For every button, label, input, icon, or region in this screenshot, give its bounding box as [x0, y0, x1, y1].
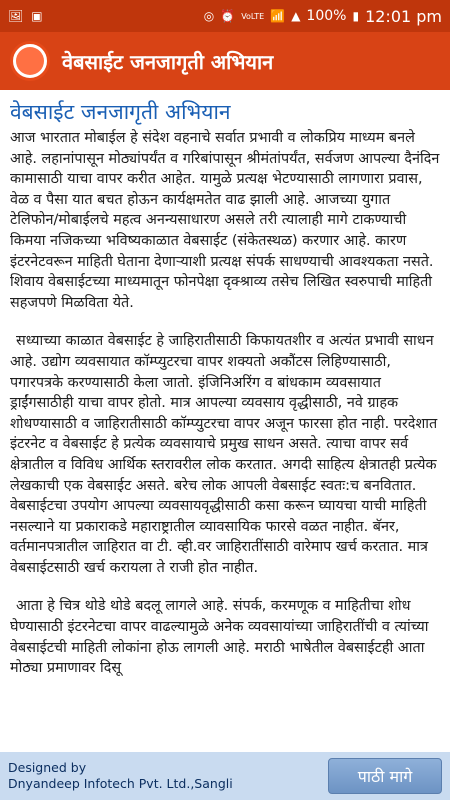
- volte-label: VoLTE: [241, 11, 265, 21]
- paragraph-2: सध्याच्या काळात वेबसाईट हे जाहिरातीसाठी किफायतशीर व अत्यंत प्रभावी साधन आहे. उद्योग व्यवसायात कॉम्प्युटरचा वापर शक्यतो अकौंटस लिहिण्यासाठी, पगारपत्रके करण्यासाठी केला जातो. इंजिनिअरिंग व बांधकाम व्यवसायात ड्राईंगसाठीही याचा वापर होतो. मात्र आपल्या व्यवसाय वृद्धीसाठी, नवे ग्राहक शोधण्यासाठी व जाहिरातीसाठी कॉम्प्युटरचा वापर अजून फारसा होत नाही. परदेशात इंटरनेट व वेबसाईट हे प्रत्येक व्यवसायाचे प्रमुख साधन असते. त्याचा वापर सर्व क्षेत्रातील व विविध आर्थिक स्तरावरील लोक करतात. अगदी साहित्य क्षेत्रातही प्रत्येक लेखकाची एक वेबसाईट असते. बरेच लोक आपली वेबसाईट स्वतः:च बनवितात. वेबसाईटचा उपयोग आपल्या व्यवसायवृद्धीसाठी कसा करून घ्यायचा याची माहिती नसल्याने या प्रकाराकडे महाराष्ट्रातील व्यावसायिक फारसे वळत नाहीत. बॅनर, वर्तमानपत्रातील जाहिरात वा टी. व्ही.वर जाहिरातींसाठी वारेमाप खर्च करतात. मात्र वेबसाईटसाठी खर्च करायला ते राजी होत नाहीत.: [10, 333, 438, 576]
- clock: 12:01 pm: [365, 6, 442, 26]
- image-icon: 🖼: [8, 9, 24, 23]
- 100-badge-icon: ▣: [31, 9, 43, 23]
- status-notifications: [8, 9, 43, 23]
- data-saver-icon: ◎: [203, 9, 215, 23]
- credit-line-1: Designed by: [8, 760, 87, 775]
- wifi-icon: 📶: [270, 9, 286, 23]
- status-system: [204, 7, 442, 26]
- article-content[interactable]: [0, 90, 450, 752]
- credit-line-2: Dnyandeep Infotech Pvt. Ltd.,Sangli: [8, 776, 233, 791]
- back-button[interactable]: पाठी मागे: [328, 758, 442, 794]
- paragraph-1: आज भारतात मोबाईल हे संदेश वहनाचे सर्वात प्रभावी व लोकप्रिय माध्यम बनले आहे. लहानांपासून मोठ्यांपर्यंत व गरिबांपासून श्रीमंतांपर्यंत, सर्वजण आपल्या दैनंदिन कामासाठी याचा वापर करीत आहेत. यामुळे प्रत्यक्ष भेटण्यासाठी लागणारा प्रवास, वेळ व पैसा यात बचत होऊन कार्यक्षमतेत वाढ झाली आहे. आजच्या युगात टेलिफोन/मोबाईलचे महत्व अनन्यसाधारण असले तरी त्यालाही मागे टाकण्याची किमया नजिकच्या भविष्यकाळात वेबसाईट (संकेतस्थळ) करणार आहे. कारण इंटरनेटवरून माहिती घेताना देणाऱ्याशी प्रत्यक्ष संपर्क साधण्याची आवश्यकता नसते. शिवाय वेबसाईटच्या माध्यमातून फोनपेक्षा दृक्श्राव्य तसेच लिखित स्वरुपाची माहिती सहजपणे मिळविता येते.: [10, 130, 440, 311]
- paragraph-3: आता हे चित्र थोडे थोडे बदलू लागले आहे. संपर्क, करमणूक व माहितीचा शोध घेण्यासाठी इंटरनेटचा वापर वाढल्यामुळे अनेक व्यवसायांच्या जाहिरातींची व त्यांच्या वेबसाईटची माहिती लोकांना होऊ लागली आहे. मराठी भाषेतील वेबसाईटही आता मोठ्या प्रमाणावर दिसू: [10, 598, 429, 677]
- app-title: वेबसाईट जनजागृती अभियान: [62, 49, 274, 74]
- footer-bar: [0, 752, 450, 800]
- battery-icon: ▮: [352, 9, 360, 23]
- app-bar: [0, 32, 450, 90]
- signal-icon: ▲: [291, 9, 301, 23]
- developer-credit: [8, 760, 233, 792]
- alarm-icon: ⏰: [220, 9, 236, 23]
- battery-percent: 100%: [306, 8, 347, 24]
- app-logo-icon: [10, 41, 50, 81]
- status-bar: [0, 0, 450, 32]
- page-title: वेबसाईट जनजागृती अभियान: [10, 100, 231, 124]
